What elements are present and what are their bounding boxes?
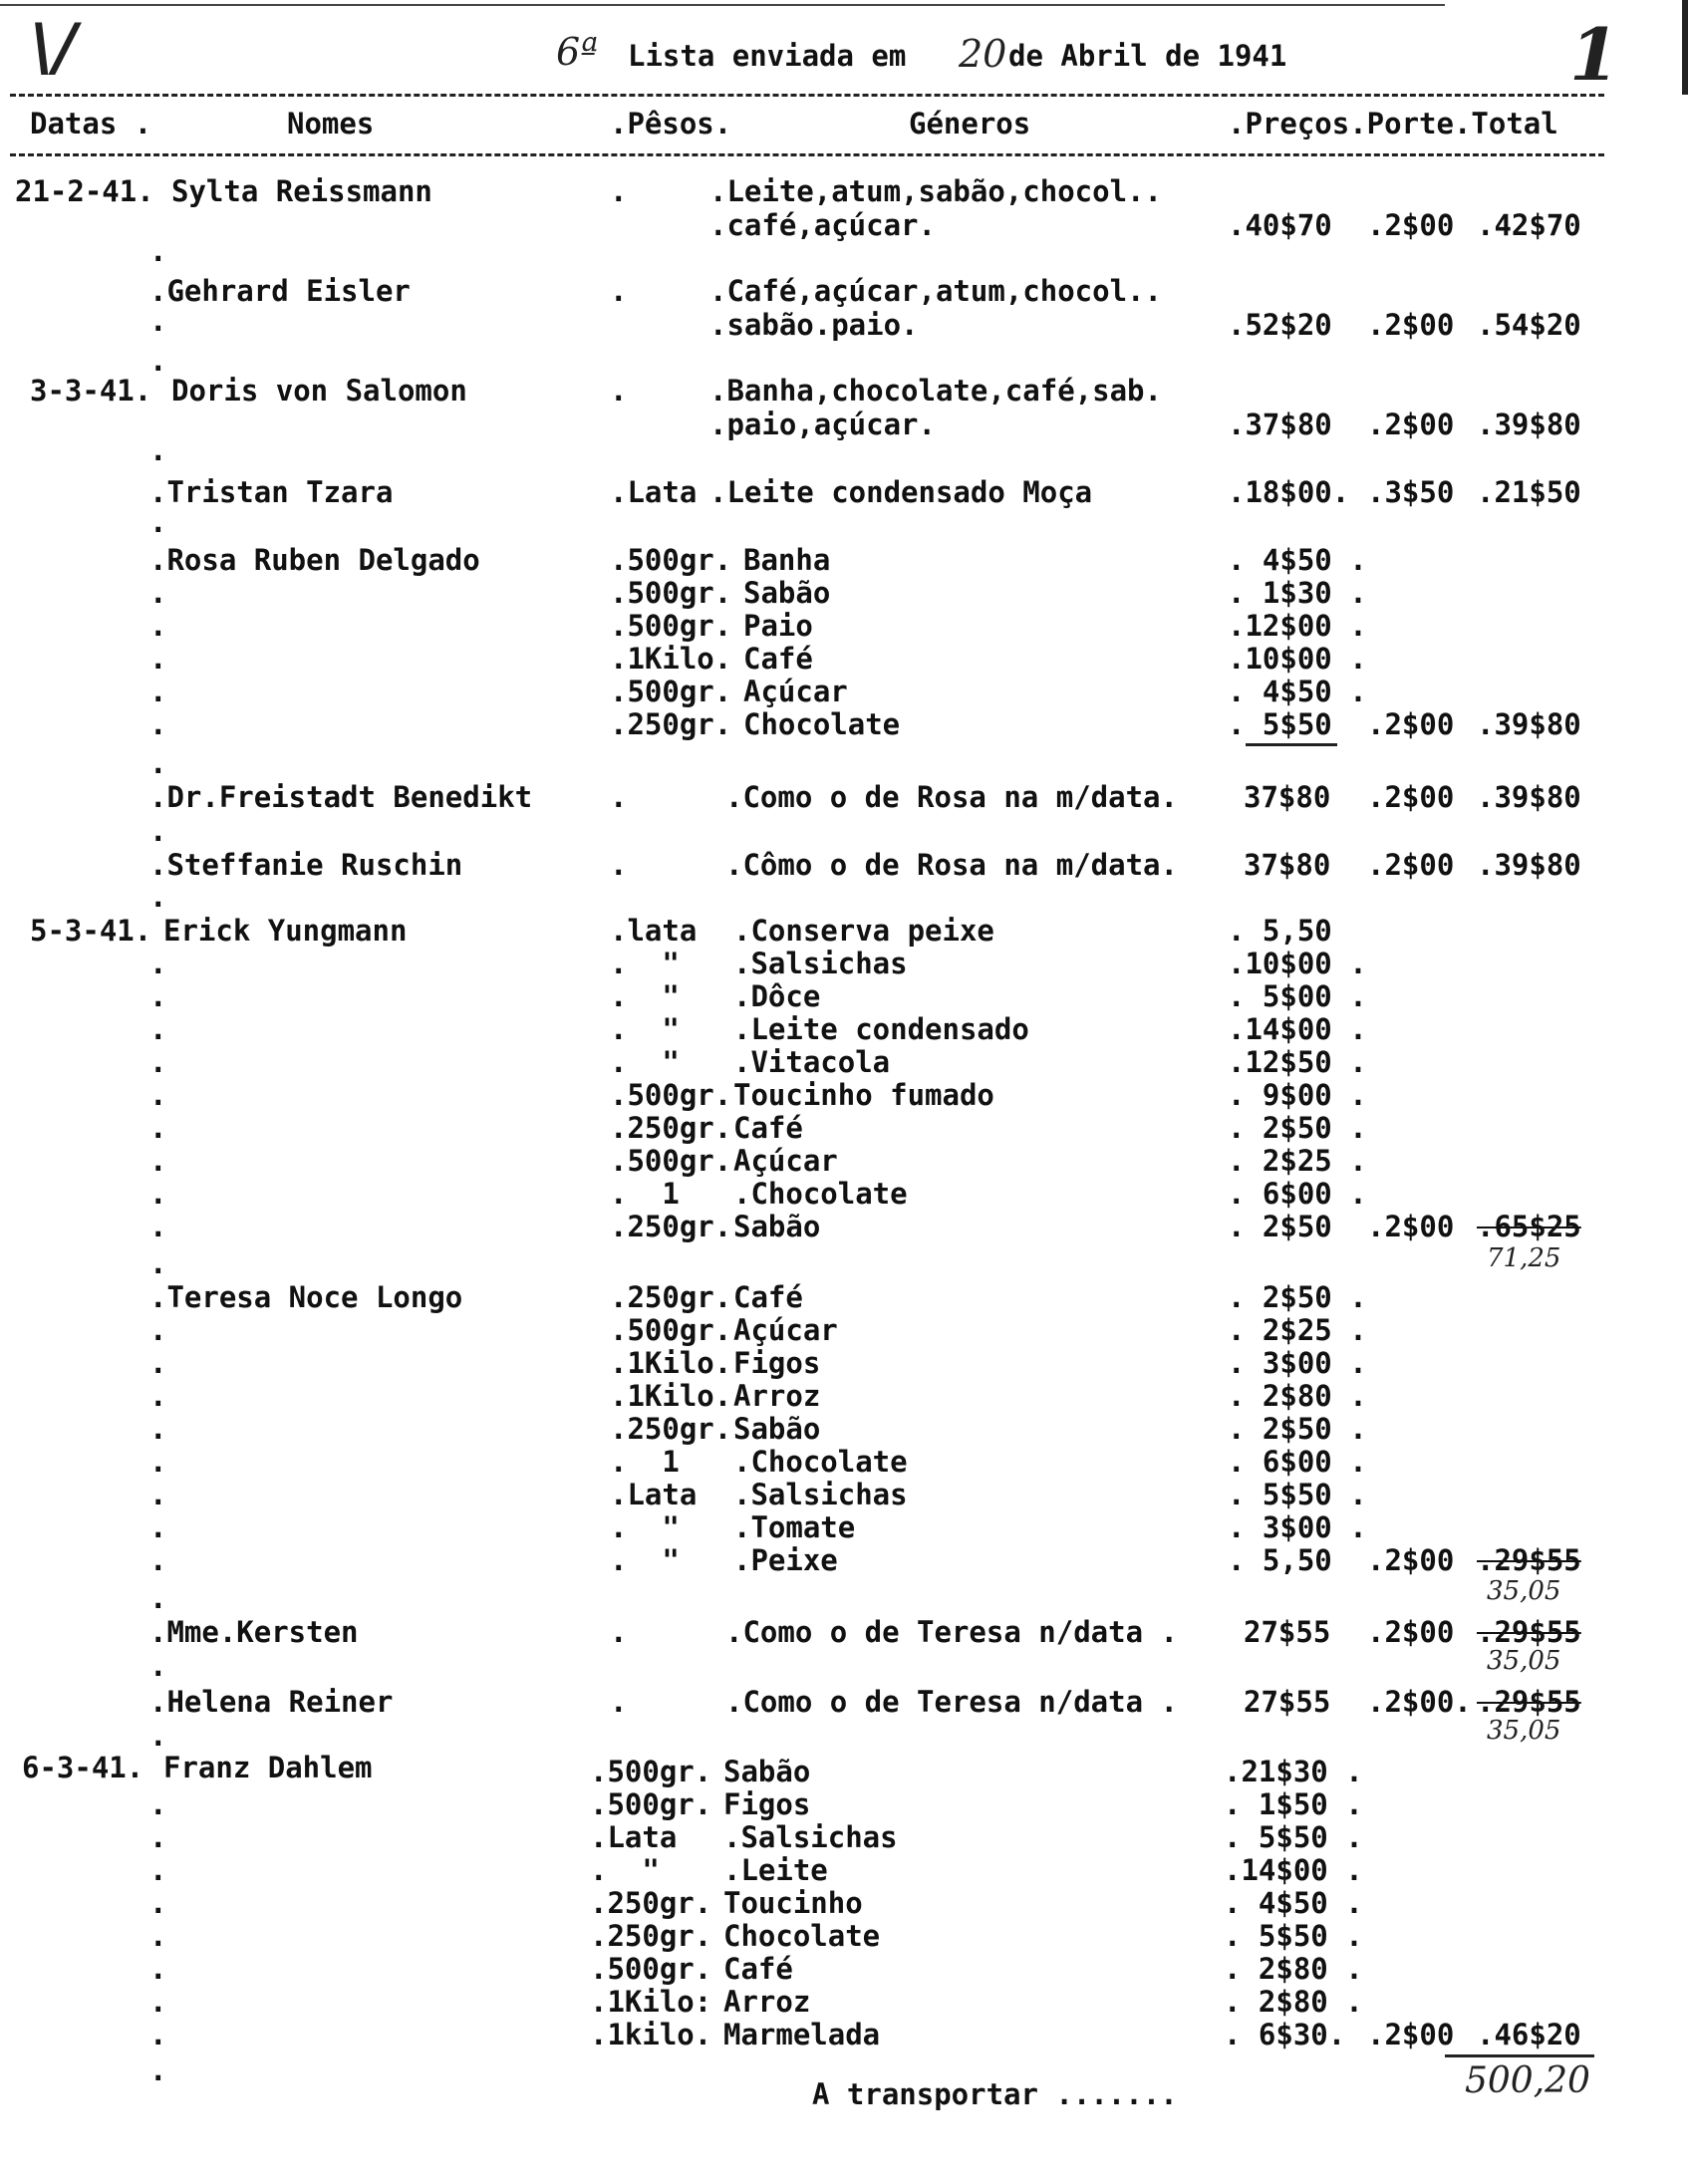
item-genero: Açúcar <box>733 1144 838 1178</box>
entry-genero: .Banha,chocolate,café,sab. <box>709 374 1162 408</box>
margin-dot: . <box>149 1412 167 1446</box>
item-peso: .1kilo. <box>590 2018 712 2051</box>
item-preco: . 5,50 <box>1228 1543 1332 1577</box>
entry-peso: . <box>610 1615 628 1649</box>
entry-name: .Teresa Noce Longo <box>149 1280 463 1314</box>
item-preco: . 1$50 . <box>1224 1787 1363 1821</box>
item-genero: .Leite condensado <box>733 1012 1029 1046</box>
entry-name: .Mme.Kersten <box>149 1615 359 1649</box>
margin-dot: . <box>149 234 167 268</box>
margin-dot: . <box>149 947 167 980</box>
entry-peso: . <box>610 174 628 208</box>
col-generos: Géneros <box>909 107 1031 140</box>
entry-total: .39$80 <box>1477 780 1581 814</box>
col-datas: Datas . <box>30 107 152 140</box>
entry-peso: . <box>610 1685 628 1719</box>
entry-peso: . <box>610 274 628 308</box>
item-genero: Sabão <box>723 1755 811 1788</box>
item-preco: . 3$00 . <box>1228 1510 1367 1544</box>
item-preco: . 2$50 . <box>1228 1412 1367 1446</box>
entry-name: .Dr.Freistadt Benedikt <box>149 780 533 814</box>
entry-genero: .paio,açúcar. <box>709 408 936 441</box>
item-genero: Chocolate <box>743 707 901 741</box>
item-peso: . " <box>590 1853 660 1887</box>
item-preco: . 2$80 . <box>1224 1985 1363 2019</box>
item-preco: . 5,50 <box>1228 914 1332 948</box>
entry-total-correction: 71,25 <box>1487 1243 1561 1273</box>
header-rule-bottom <box>10 153 1604 156</box>
item-preco: .14$00 . <box>1224 1853 1363 1887</box>
margin-dot: . <box>149 1820 167 1854</box>
entry-porte: .2$00 <box>1367 707 1455 741</box>
entry-total-struck: .29$55 <box>1477 1615 1581 1649</box>
entry-total-correction: 35,05 <box>1487 1716 1561 1746</box>
item-genero: Sabão <box>733 1412 821 1446</box>
item-preco: . 6$00 . <box>1228 1445 1367 1479</box>
margin-dot: . <box>149 609 167 643</box>
entry-genero: .Como o de Rosa na m/data. <box>725 780 1178 814</box>
margin-dot: . <box>149 1478 167 1511</box>
item-peso: .500gr. <box>590 1952 712 1986</box>
entry-porte: .2$00 <box>1367 408 1455 441</box>
item-peso: .500gr. <box>610 543 732 577</box>
item-peso: .1Kilo. <box>610 642 732 676</box>
item-preco: . 2$50 . <box>1228 1111 1367 1145</box>
item-peso: .250gr. <box>590 1886 712 1920</box>
item-genero: Arroz <box>733 1379 821 1413</box>
entry-name: .Helena Reiner <box>149 1685 394 1719</box>
item-peso: . " <box>610 1045 680 1079</box>
subtotal-underline <box>1246 743 1337 746</box>
margin-dot: . <box>149 979 167 1013</box>
entry-preco: .40$70 <box>1228 208 1332 242</box>
item-peso: . " <box>610 947 680 980</box>
item-genero: .Salsichas <box>723 1820 898 1854</box>
item-peso: .500gr. <box>590 1787 712 1821</box>
header-rule-top <box>10 94 1604 97</box>
margin-dot: . <box>149 1144 167 1178</box>
list-number: 6ª <box>556 30 599 74</box>
item-preco: . 3$00 . <box>1228 1346 1367 1380</box>
margin-dot: . <box>149 1313 167 1347</box>
item-genero: Açúcar <box>743 675 848 708</box>
margin-dot: . <box>149 2053 167 2087</box>
entry-name: Franz Dahlem <box>163 1751 373 1784</box>
item-genero: Sabão <box>733 1210 821 1243</box>
item-genero: Toucinho fumado <box>733 1078 994 1112</box>
margin-dot: . <box>149 675 167 708</box>
margin-dot: . <box>149 505 167 539</box>
item-preco: . 2$50 <box>1228 1210 1332 1243</box>
entry-name: Erick Yungmann <box>163 914 408 948</box>
item-peso: .500gr. <box>610 1313 732 1347</box>
entry-total: .54$20 <box>1477 308 1581 342</box>
margin-dot: . <box>149 1346 167 1380</box>
item-genero: .Salsichas <box>733 947 908 980</box>
entry-date: 3-3-41. <box>30 374 152 408</box>
entry-genero: .Como o de Teresa n/data . <box>725 1615 1178 1649</box>
item-genero: Figos <box>733 1346 821 1380</box>
item-peso: .250gr. <box>610 1412 732 1446</box>
entry-porte: .2$00 <box>1367 308 1455 342</box>
entry-genero: .Cômo o de Rosa na m/data. <box>725 848 1178 882</box>
item-genero: Café <box>733 1111 803 1145</box>
entry-genero: .sabão.paio. <box>709 308 919 342</box>
entry-peso: . <box>610 780 628 814</box>
item-preco: . 2$50 . <box>1228 1280 1367 1314</box>
entry-date: 21-2-41. <box>15 174 154 208</box>
item-preco: .10$00 . <box>1228 642 1367 676</box>
item-peso: .1Kilo. <box>610 1379 732 1413</box>
entry-porte: .3$50 <box>1367 475 1455 509</box>
margin-dot: . <box>149 576 167 610</box>
item-peso: .500gr. <box>590 1755 712 1788</box>
item-peso: .250gr. <box>610 1111 732 1145</box>
item-peso: .250gr. <box>610 1280 732 1314</box>
entry-total: .42$70 <box>1477 208 1581 242</box>
margin-dot: . <box>149 642 167 676</box>
item-peso: .500gr. <box>610 1078 732 1112</box>
margin-dot: . <box>149 2018 167 2051</box>
entry-total-correction: 35,05 <box>1487 1576 1561 1606</box>
item-genero: Paio <box>743 609 813 643</box>
margin-dot: . <box>149 1919 167 1953</box>
item-peso: .500gr. <box>610 675 732 708</box>
title-day: 20 <box>959 32 1007 76</box>
entry-total-struck: .29$55 <box>1477 1685 1581 1719</box>
top-edge-line <box>0 4 1445 6</box>
margin-dot: . <box>149 1111 167 1145</box>
item-genero: Chocolate <box>723 1919 881 1953</box>
entry-total-struck: .29$55 <box>1477 1543 1581 1577</box>
margin-dot: . <box>149 746 167 780</box>
item-peso: .250gr. <box>610 1210 732 1243</box>
entry-porte: .2$00 <box>1367 780 1455 814</box>
entry-porte: .2$00 <box>1367 1543 1455 1577</box>
item-genero: .Chocolate <box>733 1445 908 1479</box>
entry-name: .Tristan Tzara <box>149 475 394 509</box>
item-preco: . 2$80 . <box>1224 1952 1363 1986</box>
entry-peso: . <box>610 848 628 882</box>
entry-preco: 37$80 <box>1244 848 1331 882</box>
margin-dot: . <box>149 1787 167 1821</box>
margin-dot: . <box>149 304 167 338</box>
entry-peso: . <box>610 374 628 408</box>
entry-total: .21$50 <box>1477 475 1581 509</box>
total-underline <box>1445 2054 1594 2057</box>
item-preco: .21$30 . <box>1224 1755 1363 1788</box>
entry-genero: .Como o de Teresa n/data . <box>725 1685 1178 1719</box>
item-preco: .12$50 . <box>1228 1045 1367 1079</box>
item-genero: .Chocolate <box>733 1177 908 1211</box>
item-genero: .Dôce <box>733 979 821 1013</box>
item-peso: .lata <box>610 914 698 948</box>
entry-date: 5-3-41. <box>30 914 152 948</box>
margin-dot: . <box>149 1445 167 1479</box>
entry-preco: .52$20 <box>1228 308 1332 342</box>
entry-total-correction: 35,05 <box>1487 1646 1561 1676</box>
entry-date: 6-3-41. <box>22 1751 144 1784</box>
margin-dot: . <box>149 1177 167 1211</box>
margin-dot: . <box>149 1853 167 1887</box>
entry-porte: .2$00 <box>1367 2018 1455 2051</box>
item-genero: Sabão <box>743 576 831 610</box>
item-peso: .500gr. <box>610 609 732 643</box>
entry-name: .Gehrard Eisler <box>149 274 411 308</box>
entry-porte: .2$00 <box>1367 1210 1455 1243</box>
margin-dot: . <box>149 1012 167 1046</box>
margin-dot: . <box>149 433 167 467</box>
item-preco: . 6$00 . <box>1228 1177 1367 1211</box>
item-peso: . " <box>610 979 680 1013</box>
item-peso: .500gr. <box>610 1144 732 1178</box>
title-text: Lista enviada em <box>628 39 924 73</box>
margin-dot: . <box>149 707 167 741</box>
entry-porte: .2$00. <box>1367 1685 1472 1719</box>
col-nomes: Nomes <box>287 107 375 140</box>
entry-name: .Rosa Ruben Delgado <box>149 543 480 577</box>
item-preco: . 2$25 . <box>1228 1313 1367 1347</box>
entry-name: Sylta Reissmann <box>171 174 432 208</box>
item-genero: Café <box>743 642 813 676</box>
item-preco: .12$00 . <box>1228 609 1367 643</box>
item-peso: .1Kilo: <box>590 1985 712 2019</box>
margin-dot: . <box>149 1649 167 1683</box>
item-peso: .Lata <box>590 1820 678 1854</box>
entry-genero: .Leite,atum,sabão,chocol.. <box>709 174 1162 208</box>
margin-dot: . <box>149 1543 167 1577</box>
margin-dot: . <box>149 814 167 848</box>
item-genero: Arroz <box>723 1985 811 2019</box>
item-preco: . 5$50 <box>1228 707 1332 741</box>
margin-dot: . <box>149 1886 167 1920</box>
item-preco: . 2$80 . <box>1228 1379 1367 1413</box>
margin-dot: . <box>149 1952 167 1986</box>
col-precos-porte-total: .Preços.Porte.Total <box>1228 107 1558 140</box>
item-peso: . 1 <box>610 1177 680 1211</box>
entry-preco: .18$00. <box>1228 475 1350 509</box>
entry-total: .46$20 <box>1477 2018 1581 2051</box>
item-genero: Café <box>733 1280 803 1314</box>
item-genero: Banha <box>743 543 831 577</box>
margin-dot: . <box>149 344 167 378</box>
item-preco: . 4$50 . <box>1228 543 1367 577</box>
item-genero: .Peixe <box>733 1543 838 1577</box>
item-peso: . 1 <box>610 1445 680 1479</box>
entry-porte: .2$00 <box>1367 208 1455 242</box>
item-peso: .250gr. <box>590 1919 712 1953</box>
item-preco: .10$00 . <box>1228 947 1367 980</box>
entry-name: Doris von Salomon <box>171 374 467 408</box>
entry-preco: 27$55 <box>1244 1685 1331 1719</box>
item-genero: Café <box>723 1952 793 1986</box>
margin-dot: . <box>149 1210 167 1243</box>
item-peso: .Lata <box>610 1478 698 1511</box>
item-peso: .1Kilo. <box>610 1346 732 1380</box>
item-preco: . 1$30 . <box>1228 576 1367 610</box>
entry-total: .39$80 <box>1477 408 1581 441</box>
item-peso: .500gr. <box>610 576 732 610</box>
item-genero: .Vitacola <box>733 1045 891 1079</box>
item-genero: .Salsichas <box>733 1478 908 1511</box>
margin-dot: . <box>149 1985 167 2019</box>
margin-dot: . <box>149 880 167 914</box>
margin-dot: . <box>149 1045 167 1079</box>
margin-dot: . <box>149 1581 167 1615</box>
right-edge-bar <box>1682 0 1688 95</box>
margin-dot: . <box>149 1719 167 1753</box>
entry-porte: .2$00 <box>1367 848 1455 882</box>
item-genero: .Leite <box>723 1853 828 1887</box>
entry-preco: 27$55 <box>1244 1615 1331 1649</box>
item-preco: .14$00 . <box>1228 1012 1367 1046</box>
page-number: 1 <box>1569 12 1620 97</box>
item-peso: . " <box>610 1543 680 1577</box>
item-preco: . 5$50 . <box>1228 1478 1367 1511</box>
item-peso: . " <box>610 1012 680 1046</box>
item-preco: . 2$25 . <box>1228 1144 1367 1178</box>
entry-total: .39$80 <box>1477 707 1581 741</box>
item-genero: Açúcar <box>733 1313 838 1347</box>
item-genero: Marmelada <box>723 2018 881 2051</box>
item-genero: Toucinho <box>723 1886 863 1920</box>
entry-total: .39$80 <box>1477 848 1581 882</box>
entry-genero: .Café,açúcar,atum,chocol.. <box>709 274 1162 308</box>
margin-dot: . <box>149 1510 167 1544</box>
title-rest: de Abril de 1941 <box>1008 39 1287 73</box>
margin-dot: . <box>149 1246 167 1280</box>
entry-preco: .37$80 <box>1228 408 1332 441</box>
margin-dot: . <box>149 1078 167 1112</box>
entry-name: .Steffanie Ruschin <box>149 848 463 882</box>
entry-genero: .café,açúcar. <box>709 208 936 242</box>
item-genero: Figos <box>723 1787 811 1821</box>
transport-total: 500,20 <box>1465 2060 1590 2101</box>
item-preco: . 4$50 . <box>1228 675 1367 708</box>
item-preco: . 4$50 . <box>1224 1886 1363 1920</box>
item-peso: .250gr. <box>610 707 732 741</box>
item-preco: . 5$50 . <box>1224 1919 1363 1953</box>
margin-dot: . <box>149 1379 167 1413</box>
entry-total-struck: .65$25 <box>1477 1210 1581 1243</box>
entry-peso: .Lata <box>610 475 698 509</box>
item-preco: . 5$00 . <box>1228 979 1367 1013</box>
col-pesos: .Pêsos. <box>610 107 732 140</box>
entry-preco: 37$80 <box>1244 780 1331 814</box>
page-mark: \/ <box>30 10 77 85</box>
entry-genero: .Leite condensado Moça <box>709 475 1093 509</box>
item-genero: .Tomate <box>733 1510 856 1544</box>
entry-porte: .2$00 <box>1367 1615 1455 1649</box>
item-preco: . 9$00 . <box>1228 1078 1367 1112</box>
item-preco: . 6$30. <box>1224 2018 1346 2051</box>
item-genero: .Conserva peixe <box>733 914 994 948</box>
item-preco: . 5$50 . <box>1224 1820 1363 1854</box>
transport-label: A transportar ....... <box>812 2077 1178 2111</box>
item-peso: . " <box>610 1510 680 1544</box>
